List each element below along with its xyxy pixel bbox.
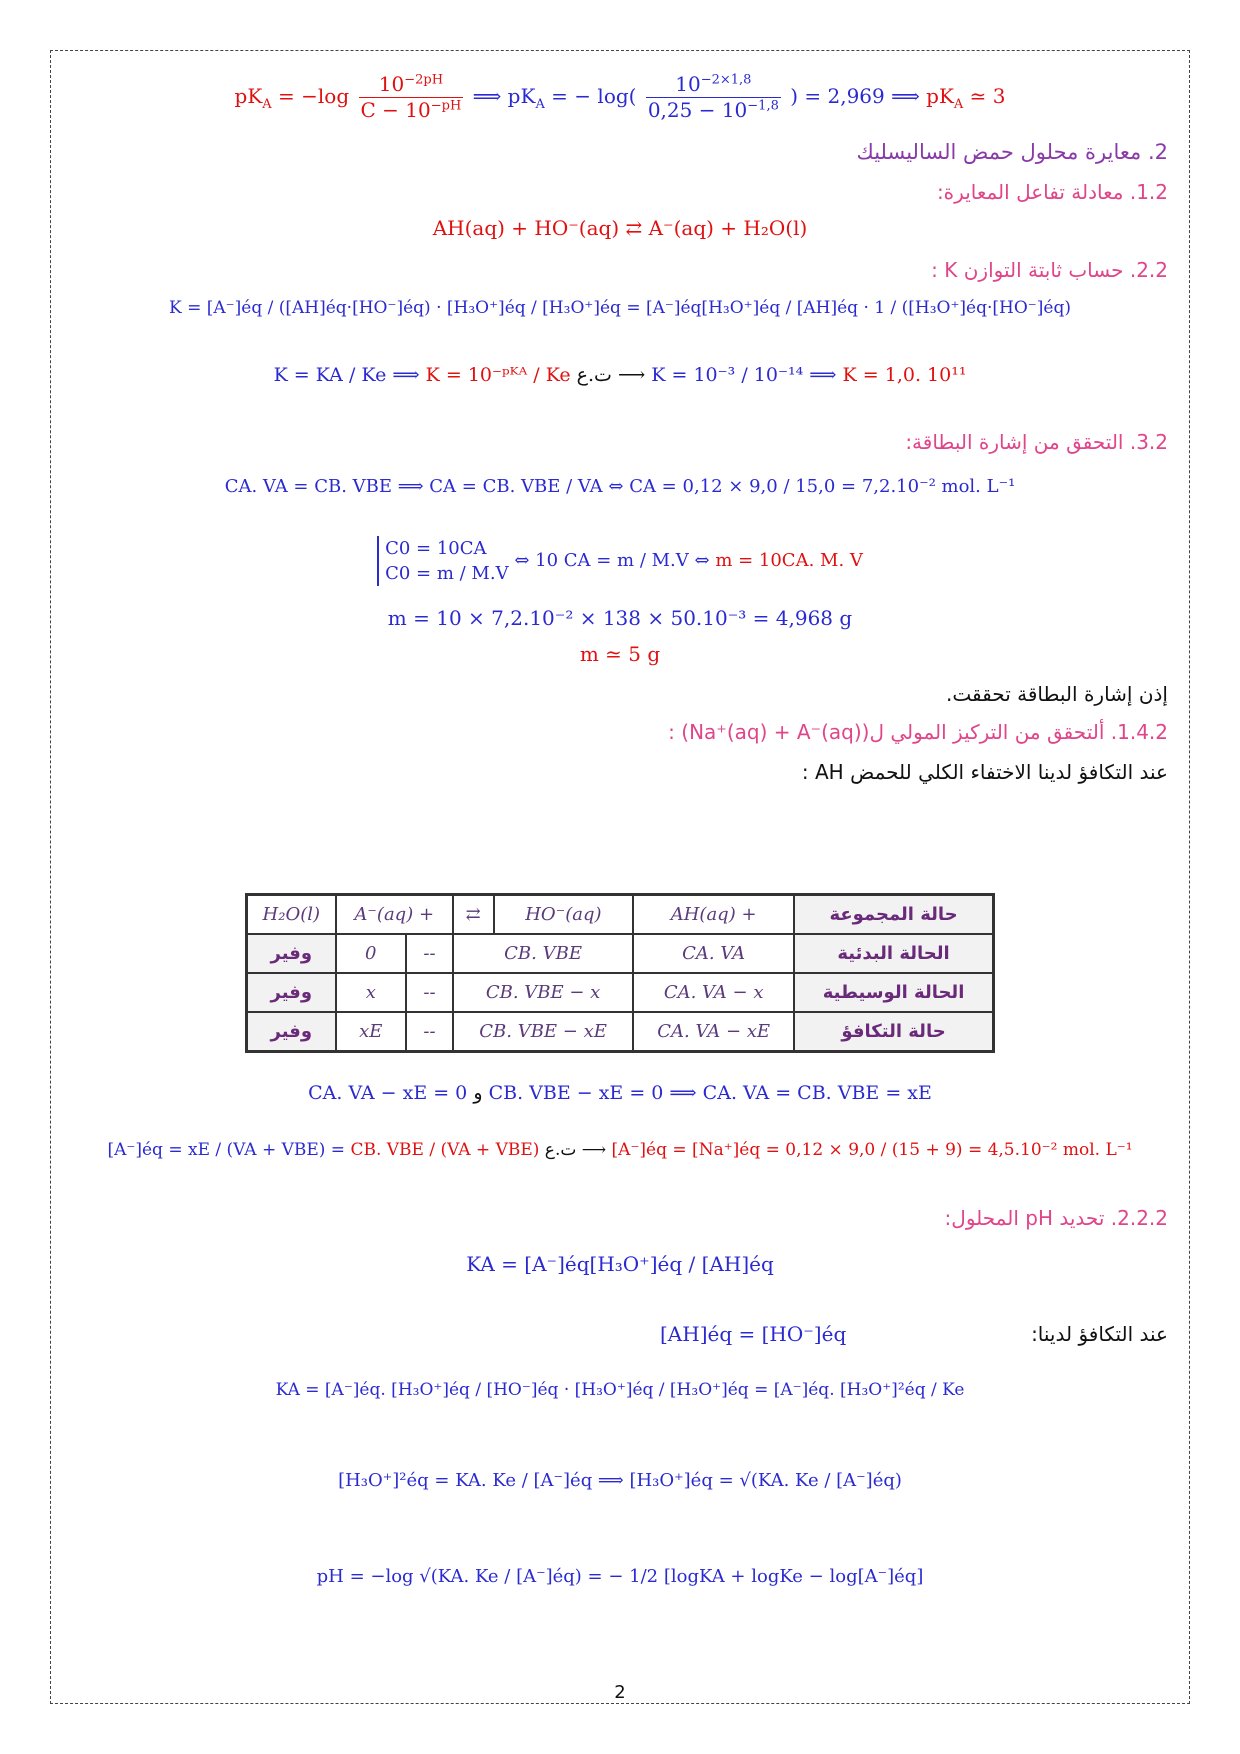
- eq-a-blue: [A⁻]éq = xE / (VA + VBE) =: [107, 1140, 346, 1160]
- eq-ca: CA. VA = CB. VBE ⟹ CA = CB. VBE / VA ⇔ CA = 0,12 × 9,0 / 15,0 = 7,2.10⁻² mol. L⁻¹: [224, 476, 1016, 497]
- table-cell: --: [406, 934, 453, 973]
- table-cell: حالة التكافؤ: [794, 1012, 993, 1052]
- eq-xe-b: CB. VBE − xE = 0 ⟹ CA. VA = CB. VBE = xE: [488, 1082, 932, 1104]
- eq-k-red: K = 10⁻ᵖᴷᴬ / Ke: [425, 364, 571, 386]
- eq-h3o: [H₃O⁺]²éq = KA. Ke / [A⁻]éq ⟹ [H₃O⁺]éq = √(KA. Ke / [A⁻]éq): [338, 1470, 902, 1491]
- table-cell: الحالة البدئية: [794, 934, 993, 973]
- section-2-2-2-title: 2.2.2. تحديد pH المحلول:: [944, 1206, 1168, 1230]
- eq-c0-sys1: C0 = 10CA: [385, 538, 487, 559]
- eq-a-red1: CB. VBE / (VA + VBE): [350, 1140, 540, 1160]
- eq-a-concentration: [0, 1140, 1240, 1160]
- eq-ka: KA = [A⁻]éq[H₃O⁺]éq / [AH]éq: [466, 1252, 774, 1276]
- eq-c0-red: m = 10CA. M. V: [715, 550, 863, 572]
- eq-xe: [0, 1082, 1240, 1104]
- table-cell: CB. VBE − xE: [453, 1012, 633, 1052]
- section-2-1-title: 1.2. معادلة تفاعل المعايرة:: [936, 180, 1168, 204]
- table-header-row: [247, 895, 994, 935]
- table-cell: ⇄: [453, 895, 494, 935]
- table-cell: --: [406, 973, 453, 1012]
- table-cell: HO⁻(aq): [494, 895, 634, 935]
- eq-ah-ho: [AH]éq = [HO⁻]éq: [660, 1322, 847, 1346]
- eq-k-red2: K = 1,0. 10¹¹: [842, 364, 967, 386]
- eq-a-arrow: ت.ع ⟶: [544, 1140, 607, 1160]
- eq-a-red2: [A⁻]éq = [Na⁺]éq = 0,12 × 9,0 / (15 + 9) = 4,5.10⁻² mol. L⁻¹: [611, 1140, 1133, 1160]
- eq-k-value: [0, 364, 1240, 386]
- progress-table: [245, 893, 995, 1053]
- equivalence-have: عند التكافؤ لدينا:: [1031, 1322, 1168, 1346]
- eq-mass-final: m ≃ 5 g: [579, 642, 661, 666]
- section-2-4-1-title: 1.4.2. ألتحقق من التركيز المولي ل(Na⁺(aq) + A⁻(aq)) :: [668, 720, 1168, 744]
- eq-k-arrow: ت.ع ⟶: [576, 364, 646, 386]
- equivalence-intro: عند التكافؤ لدينا الاختفاء الكلي للحمض AH :: [801, 760, 1168, 784]
- table-row: [247, 973, 994, 1012]
- table-cell: CB. VBE: [453, 934, 633, 973]
- eq-c0-sys2: C0 = m / M.V: [385, 563, 509, 585]
- table-cell: xE: [336, 1012, 406, 1052]
- eq-xe-and: و: [473, 1082, 483, 1104]
- eq-ph: pH = −log √(KA. Ke / [A⁻]éq) = − 1/2 [logKA + logKe − log[A⁻]éq]: [316, 1566, 924, 1587]
- table-cell: --: [406, 1012, 453, 1052]
- table-cell: وفير: [247, 1012, 336, 1052]
- conclusion-text: إذن إشارة البطاقة تحققت.: [946, 682, 1168, 706]
- table-cell: وفير: [247, 934, 336, 973]
- eq-c0: [0, 536, 1240, 586]
- table-cell: AH(aq) +: [633, 895, 794, 935]
- table-cell: حالة المجموعة: [794, 895, 993, 935]
- table-cell: الحالة الوسيطية: [794, 973, 993, 1012]
- section-2-3-title: 3.2. التحقق من إشارة البطاقة:: [905, 430, 1168, 454]
- table-cell: وفير: [247, 973, 336, 1012]
- section-2-title: 2. معايرة محلول حمض الساليسليك: [856, 140, 1168, 164]
- eq-k-expansion: K = [A⁻]éq / ([AH]éq·[HO⁻]éq) · [H₃O⁺]éq / [H₃O⁺]éq = [A⁻]éq[H₃O⁺]éq / [AH]éq · 1 / ([H₃O⁺]éq·[HO⁻]éq): [169, 298, 1071, 318]
- eq-ka-expansion: KA = [A⁻]éq. [H₃O⁺]éq / [HO⁻]éq · [H₃O⁺]éq / [H₃O⁺]éq = [A⁻]éq. [H₃O⁺]²éq / Ke: [275, 1380, 965, 1400]
- table-row: [247, 934, 994, 973]
- eq-c0-mid: ⇔ 10 CA = m / M.V ⇔: [514, 550, 710, 572]
- eq-xe-a: CA. VA − xE = 0: [308, 1082, 468, 1104]
- table-cell: CA. VA: [633, 934, 794, 973]
- table-cell: A⁻(aq) +: [336, 895, 453, 935]
- table-row: [247, 1012, 994, 1052]
- table-cell: 0: [336, 934, 406, 973]
- table-cell: CA. VA − x: [633, 973, 794, 1012]
- table-cell: H₂O(l): [247, 895, 336, 935]
- eq-mass: m = 10 × 7,2.10⁻² × 138 × 50.10⁻³ = 4,968 g: [387, 606, 853, 630]
- eq-k-blue: K = KA / Ke ⟹: [273, 364, 420, 386]
- table-cell: CA. VA − xE: [633, 1012, 794, 1052]
- eq-k-blue2: K = 10⁻³ / 10⁻¹⁴ ⟹: [651, 364, 837, 386]
- table-cell: x: [336, 973, 406, 1012]
- section-2-2-title: 2.2. حساب ثابتة التوازن K :: [931, 258, 1168, 282]
- page-number: 2: [614, 1682, 626, 1703]
- reaction-equation: AH(aq) + HO⁻(aq) ⇄ A⁻(aq) + H₂O(l): [432, 216, 808, 240]
- table-cell: CB. VBE − x: [453, 973, 633, 1012]
- eq-pka-top: $pK_A = -\log$ $\frac{10^{-2pH}}{C - 10^{-pH}}$ ⟹ $pK_A$ = − log( $\frac{10^{-2\times 1,8}}{0,25 - 10^{-1,8}}$ ) = 2,969 ⟹ $pK_A$ ≃ 3: [234, 72, 1006, 122]
